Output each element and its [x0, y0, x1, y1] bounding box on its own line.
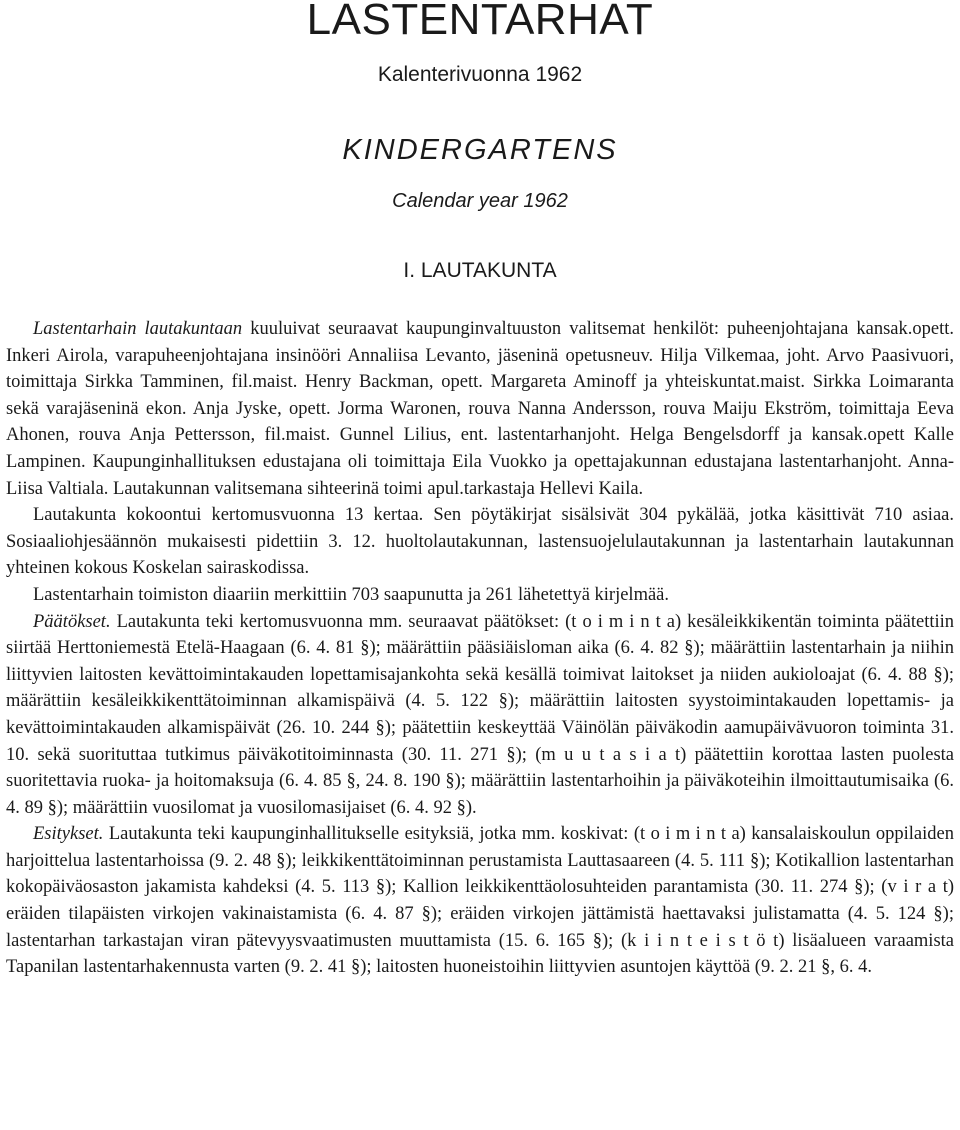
page-title-english: KINDERGARTENS	[342, 134, 618, 166]
paragraph-lead-italic: Päätökset.	[33, 611, 111, 632]
paragraph-lead-italic: Esitykset.	[33, 824, 104, 845]
paragraph-text: Lautakunta teki kertomusvuonna mm. seuraavat päätökset: (t o i m i n t a) kesäleikkikentän toiminta päätettiin siirtää Herttoniemestä Etelä-Haagaan (6. 4. 81 §); määrättiin pääsiäisloman aika (6. 4. 82 §); määrättiin lastentarhain ja niihin liittyvien laitosten kevättoimintakauden lopettamisajankohta sekä kesällä toimivat laitokset ja niiden aukioloajat (6. 4. 88 §); määrättiin kesäleikkikenttätoiminnan alkamispäivä (4. 5. 122 §); määrättiin laitosten syystoimintakauden lopettamis- ja kevättoimintakauden alkamispäivät (26. 10. 244 §); päätettiin keskeyttää Väinölän päiväkodin aamupäivävuoron toiminta 31. 10. sekä suorituttaa tutkimus päiväkotitoiminnasta (30. 11. 271 §); (m u u t a s i a t) päätettiin korottaa lasten puolesta suoritettavia ruoka- ja hoitomaksuja (6. 4. 85 §, 24. 8. 190 §); määrättiin lastentarhoihin ja päiväkoteihin ilmoittautumisaika (6. 4. 89 §); määrättiin vuosilomat ja vuosilomasijaiset (6. 4. 92 §).	[6, 611, 954, 818]
paragraph-decisions	[6, 609, 954, 822]
paragraph-lead-italic: Lastentarhain lautakuntaan	[33, 319, 243, 339]
page-title: LASTENTARHAT	[306, 0, 654, 44]
section-heading: I. LAUTAKUNTA	[403, 259, 557, 282]
paragraph-text: kuuluivat seuraavat kaupunginvaltuuston valitsemat henkilöt: puheenjohtajana kansak.opett. Inkeri Airola, varapuheenjohtajana insinööri Annaliisa Levanto, jäseninä opetusneuv. Hilja Vilkemaa, joht. Arvo Paasivuori, toimittaja Sirkka Tamminen, fil.maist. Henry Backman, opett. Margareta Aminoff ja yhteiskuntat.maist. Sirkka Loimaranta sekä varajäseninä ekon. Anja Jyske, opett. Jorma Waronen, rouva Nanna Andersson, rouva Maiju Ekström, toimittaja Eeva Ahonen, rouva Anja Pettersson, fil.maist. Gunnel Lilius, ent. lastentarhanjoht. Helga Bengelsdorff ja kansak.opett Kalle Lampinen. Kaupunginhallituksen edustajana oli toimittaja Eila Vuokko ja opettajakunnan edustajana lastentarhanjoht. Anna-Liisa Valtiala. Lautakunnan valitsemana sihteerinä toimi apul.tarkastaja Hellevi Kaila.	[6, 319, 954, 499]
page-subtitle-english: Calendar year 1962	[392, 190, 568, 212]
paragraph-text: Lastentarhain toimiston diaariin merkittiin 703 saapunutta ja 261 lähetettyä kirjelmää.	[33, 584, 670, 605]
paragraph-text: Lautakunta kokoontui kertomusvuonna 13 kertaa. Sen pöytäkirjat sisälsivät 304 pykälää, jotka käsittivät 710 asiaa. Sosiaaliohjesäännön mukaisesti pidettiin 3. 12. huoltolautakunnan, lastensuojelulautakunnan ja lastentarhain lautakunnan yhteinen kokous Koskelan sairaskodissa.	[6, 505, 954, 579]
paragraph-proposals	[6, 821, 954, 981]
paragraph-correspondence	[6, 582, 954, 609]
paragraph-meetings	[6, 502, 954, 582]
paragraph-committee-members	[6, 316, 954, 502]
page-subtitle: Kalenterivuonna 1962	[377, 63, 583, 86]
body-text	[6, 316, 954, 981]
paragraph-text: Lautakunta teki kaupunginhallitukselle esityksiä, jotka mm. koskivat: (t o i m i n t a) kansalaiskoulun oppilaiden harjoittelua lastentarhoissa (9. 2. 48 §); leikkikenttätoiminnan perustamista Lauttasaareen (4. 5. 111 §); Kotikallion lastentarhan kokopäiväosaston jakamista kahdeksi (4. 5. 113 §); Kallion leikkikenttäolosuhteiden parantamista (30. 11. 274 §); (v i r a t) eräiden tilapäisten virkojen vakinaistamista (6. 4. 87 §); eräiden virkojen jättämistä haettavaksi julistamatta (4. 5. 124 §); lastentarhan tarkastajan viran pätevyysvaatimusten muuttamista (15. 6. 165 §); (k i i n t e i s t ö t) lisäalueen varaamista Tapanilan lastentarhakennusta varten (9. 2. 41 §); laitosten huoneistoihin liittyvien asuntojen käyttöä (9. 2. 21 §, 6. 4.	[6, 824, 954, 978]
